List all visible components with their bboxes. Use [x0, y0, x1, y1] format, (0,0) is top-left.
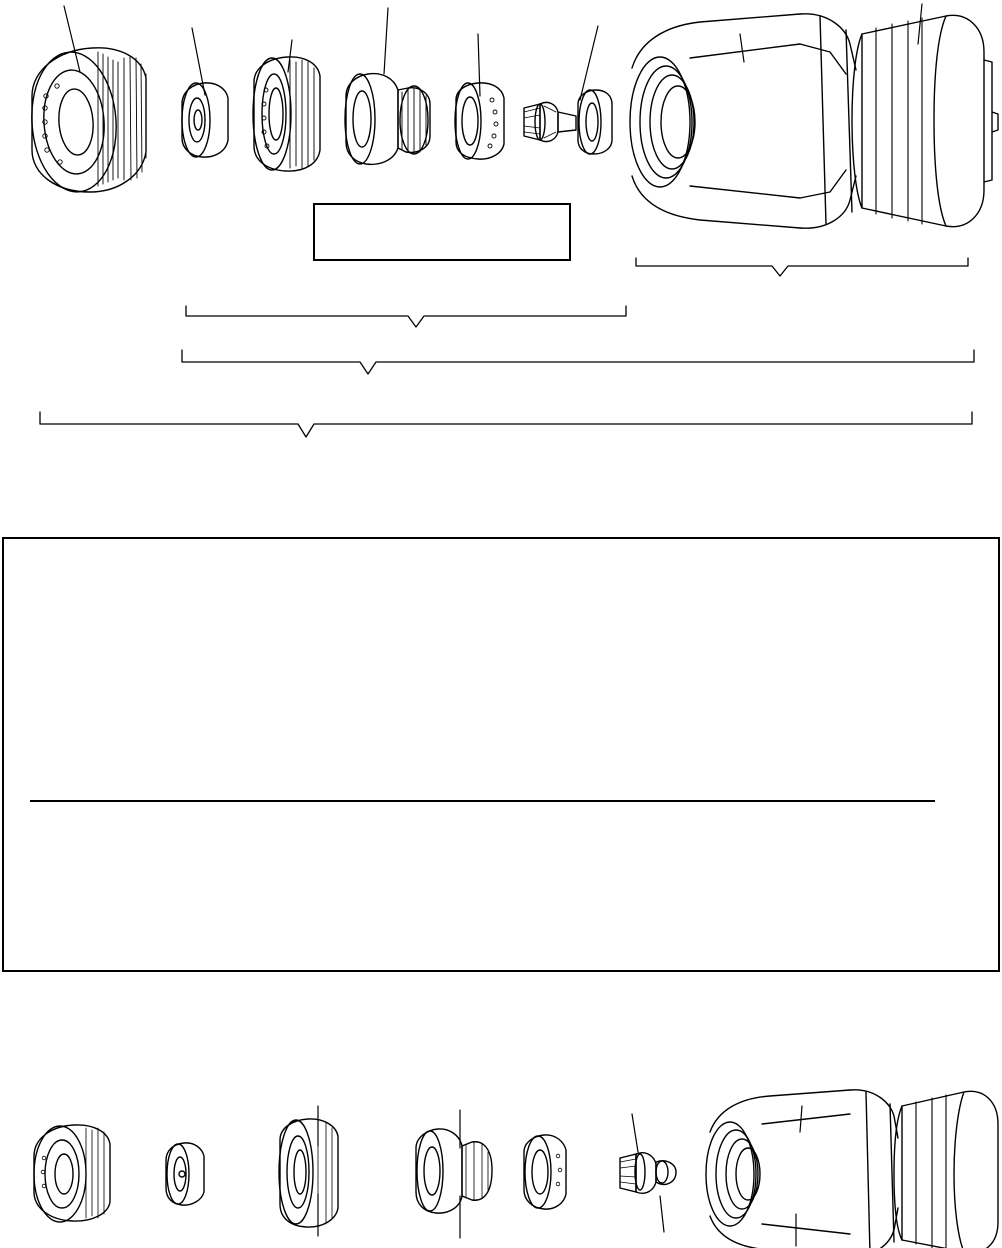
callout-box [313, 203, 571, 261]
part-torch-body [630, 14, 856, 228]
bottom-part-retaining-cap [279, 1119, 338, 1227]
bottom-part-swirl-ring [524, 1135, 566, 1209]
bottom-part-torch-body [706, 1090, 998, 1248]
bottom-part-shield-cap [34, 1125, 110, 1222]
part-electrode [524, 102, 576, 141]
bottom-part-electrode [620, 1153, 676, 1194]
group-brackets [40, 258, 974, 437]
part-shield-cap [27, 48, 146, 195]
part-nozzle [345, 74, 430, 165]
part-retaining-cap [253, 57, 320, 171]
bottom-part-shield-insert [166, 1143, 204, 1205]
bottom-part-nozzle [416, 1129, 492, 1213]
detail-panel-divider [30, 800, 935, 802]
part-electrode-tip [578, 90, 612, 154]
consumable-detail-panel [2, 537, 1000, 972]
bottom-leader-lines [318, 1106, 802, 1246]
part-torch-handle-nut [852, 15, 998, 226]
